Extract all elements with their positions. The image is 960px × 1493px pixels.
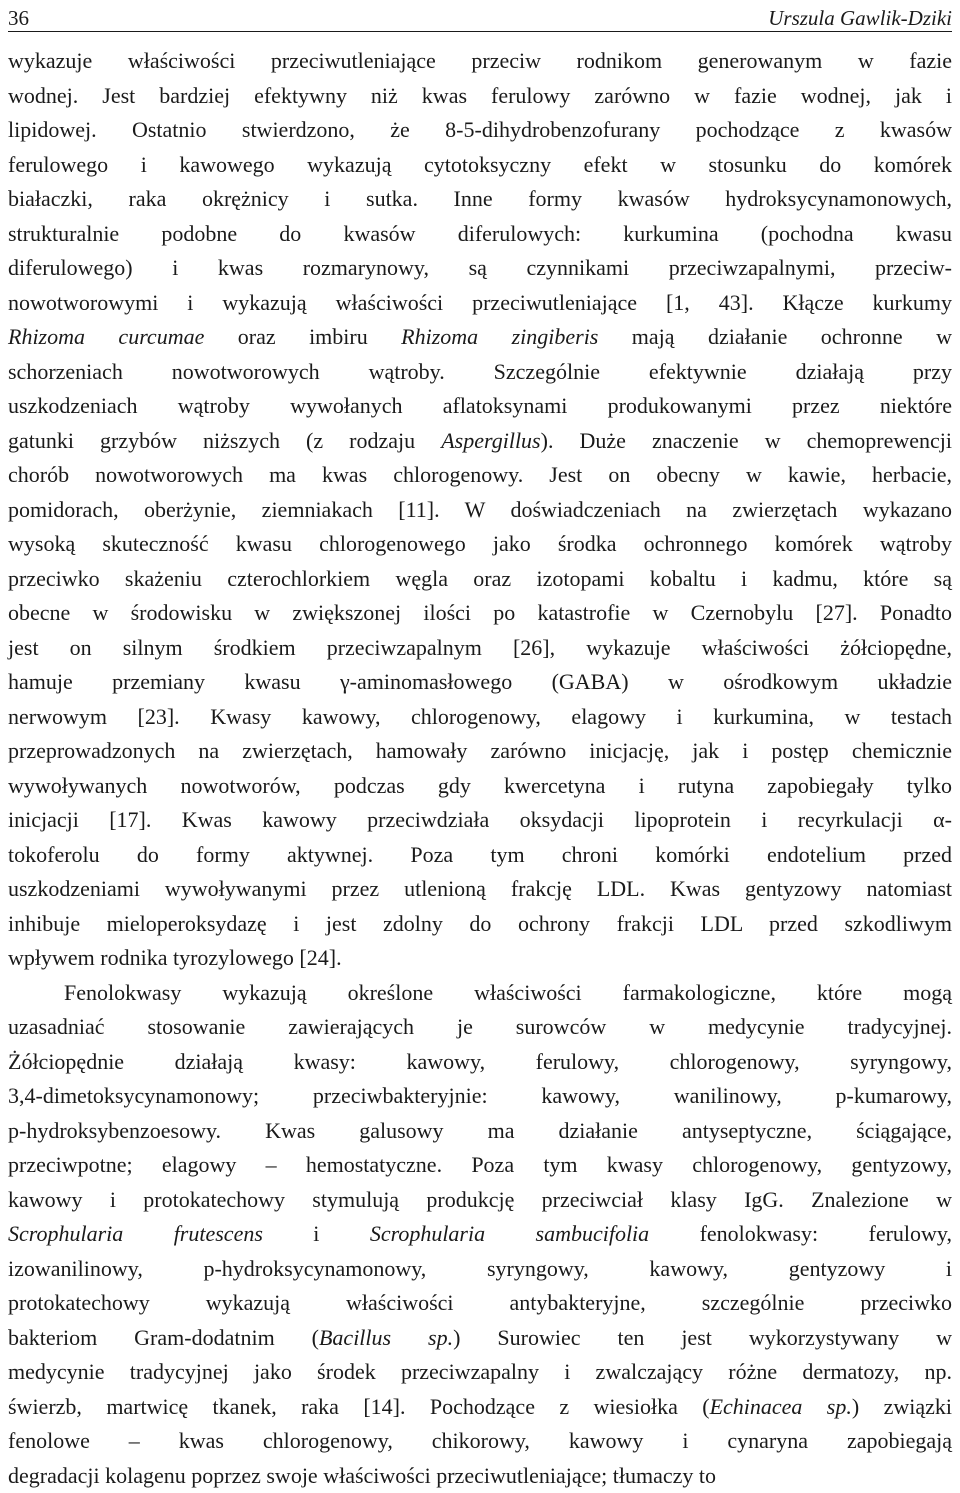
text-line: uszkodzeniami wywoływanymi przez utlenioną frakcję LDL. Kwas gentyzowy natomiast: [8, 872, 952, 907]
text-line: strukturalnie podobne do kwasów diferulowych: kurkumina (pochodna kwasu: [8, 217, 952, 252]
text-line: wpływem rodnika tyrozylowego [24].: [8, 941, 952, 976]
text-line: tokoferolu do formy aktywnej. Poza tym chroni komórki endotelium przed: [8, 838, 952, 873]
text-line: p-hydroksybenzoesowy. Kwas galusowy ma działanie antyseptyczne, ściągające,: [8, 1114, 952, 1149]
running-header-author: Urszula Gawlik-Dziki: [768, 6, 952, 30]
text-line: Scrophularia frutescens i Scrophularia sambucifolia fenolokwasy: ferulowy,: [8, 1217, 952, 1252]
text-line: inhibuje mieloperoksydazę i jest zdolny do ochrony frakcji LDL przed szkodliwym: [8, 907, 952, 942]
text-line: wykazuje właściwości przeciwutleniające przeciw rodnikom generowanym w fazie: [8, 44, 952, 79]
paragraph-1: [8, 44, 952, 976]
text-line: ferulowego i kawowego wykazują cytotoksyczny efekt w stosunku do komórek: [8, 148, 952, 183]
text-line: fenolowe – kwas chlorogenowy, chikorowy, kawowy i cynaryna zapobiegają: [8, 1424, 952, 1459]
italic-term: Aspergillus: [441, 428, 540, 453]
italic-term: Rhizoma zingiberis: [401, 324, 598, 349]
italic-term: Rhizoma curcumae: [8, 324, 204, 349]
text-line: degradacji kolagenu poprzez swoje właściwości przeciwutleniające; tłumaczy to: [8, 1459, 952, 1493]
text-line: uszkodzeniach wątroby wywołanych aflatoksynami produkowanymi przez niektóre: [8, 389, 952, 424]
text-line: bakteriom Gram-dodatnim (Bacillus sp.) Surowiec ten jest wykorzystywany w: [8, 1321, 952, 1356]
text-line: 3,4-dimetoksycynamonowy; przeciwbakteryjnie: kawowy, wanilinowy, p-kumarowy,: [8, 1079, 952, 1114]
italic-term: Bacillus sp.: [319, 1325, 453, 1350]
text-line: diferulowego) i kwas rozmarynowy, są czynnikami przeciwzapalnymi, przeciw-: [8, 251, 952, 286]
italic-term: Scrophularia sambucifolia: [370, 1221, 649, 1246]
italic-term: Scrophularia frutescens: [8, 1221, 263, 1246]
text-line: inicjacji [17]. Kwas kawowy przeciwdziała oksydacji lipoprotein i recyrkulacji α-: [8, 803, 952, 838]
text-line: kawowy i protokatechowy stymulują produkcję przeciwciał klasy IgG. Znalezione w: [8, 1183, 952, 1218]
text-line: przeciwpotne; elagowy – hemostatyczne. Poza tym kwasy chlorogenowy, gentyzowy,: [8, 1148, 952, 1183]
italic-term: Echinacea sp.: [710, 1394, 852, 1419]
text-line: nerwowym [23]. Kwasy kawowy, chlorogenowy, elagowy i kurkumina, w testach: [8, 700, 952, 735]
text-line: pomidorach, oberżynie, ziemniakach [11]. W doświadczeniach na zwierzętach wykazano: [8, 493, 952, 528]
text-line: przeciwko skażeniu czterochlorkiem węgla oraz izotopami kobaltu i kadmu, które są: [8, 562, 952, 597]
body-text: [8, 44, 952, 1493]
text-line: uzasadniać stosowanie zawierających je surowców w medycynie tradycyjnej.: [8, 1010, 952, 1045]
text-line: świerzb, martwicę tkanek, raka [14]. Pochodzące z wiesiołka (Echinacea sp.) związki: [8, 1390, 952, 1425]
text-line: Żółciopędnie działają kwasy: kawowy, ferulowy, chlorogenowy, syryngowy,: [8, 1045, 952, 1080]
text-line: gatunki grzybów niższych (z rodzaju Aspergillus). Duże znaczenie w chemoprewencji: [8, 424, 952, 459]
text-line: chorób nowotworowych ma kwas chlorogenowy. Jest on obecny w kawie, herbacie,: [8, 458, 952, 493]
text-line: nowotworowymi i wykazują właściwości przeciwutleniające [1, 43]. Kłącze kurkumy: [8, 286, 952, 321]
text-line: lipidowej. Ostatnio stwierdzono, że 8-5-dihydrobenzofurany pochodzące z kwasów: [8, 113, 952, 148]
text-line: Rhizoma curcumae oraz imbiru Rhizoma zingiberis mają działanie ochronne w: [8, 320, 952, 355]
text-line: obecne w środowisku w zwiększonej ilości po katastrofie w Czernobylu [27]. Ponadto: [8, 596, 952, 631]
text-line: białaczki, raka okrężnicy i sutka. Inne formy kwasów hydroksycynamonowych,: [8, 182, 952, 217]
text-line: hamuje przemiany kwasu γ-aminomasłowego (GABA) w ośrodkowym układzie: [8, 665, 952, 700]
text-line: izowanilinowy, p-hydroksycynamonowy, syryngowy, kawowy, gentyzowy i: [8, 1252, 952, 1287]
text-line: wodnej. Jest bardziej efektywny niż kwas ferulowy zarówno w fazie wodnej, jak i: [8, 79, 952, 114]
text-line: przeprowadzonych na zwierzętach, hamowały zarówno inicjację, jak i postęp chemicznie: [8, 734, 952, 769]
paragraph-2: [8, 976, 952, 1493]
running-header: [8, 0, 952, 32]
text-line: wywoływanych nowotworów, podczas gdy kwercetyna i rutyna zapobiegały tylko: [8, 769, 952, 804]
text-line: schorzeniach nowotworowych wątroby. Szczególnie efektywnie działają przy: [8, 355, 952, 390]
text-line: wysoką skuteczność kwasu chlorogenowego jako środka ochronnego komórek wątroby: [8, 527, 952, 562]
text-line: medycynie tradycyjnej jako środek przeciwzapalny i zwalczający różne dermatozy, np.: [8, 1355, 952, 1390]
text-line: jest on silnym środkiem przeciwzapalnym [26], wykazuje właściwości żółciopędne,: [8, 631, 952, 666]
text-line: protokatechowy wykazują właściwości antybakteryjne, szczególnie przeciwko: [8, 1286, 952, 1321]
page-number: 36: [8, 6, 29, 30]
text-line: Fenolokwasy wykazują określone właściwości farmakologiczne, które mogą: [8, 976, 952, 1011]
